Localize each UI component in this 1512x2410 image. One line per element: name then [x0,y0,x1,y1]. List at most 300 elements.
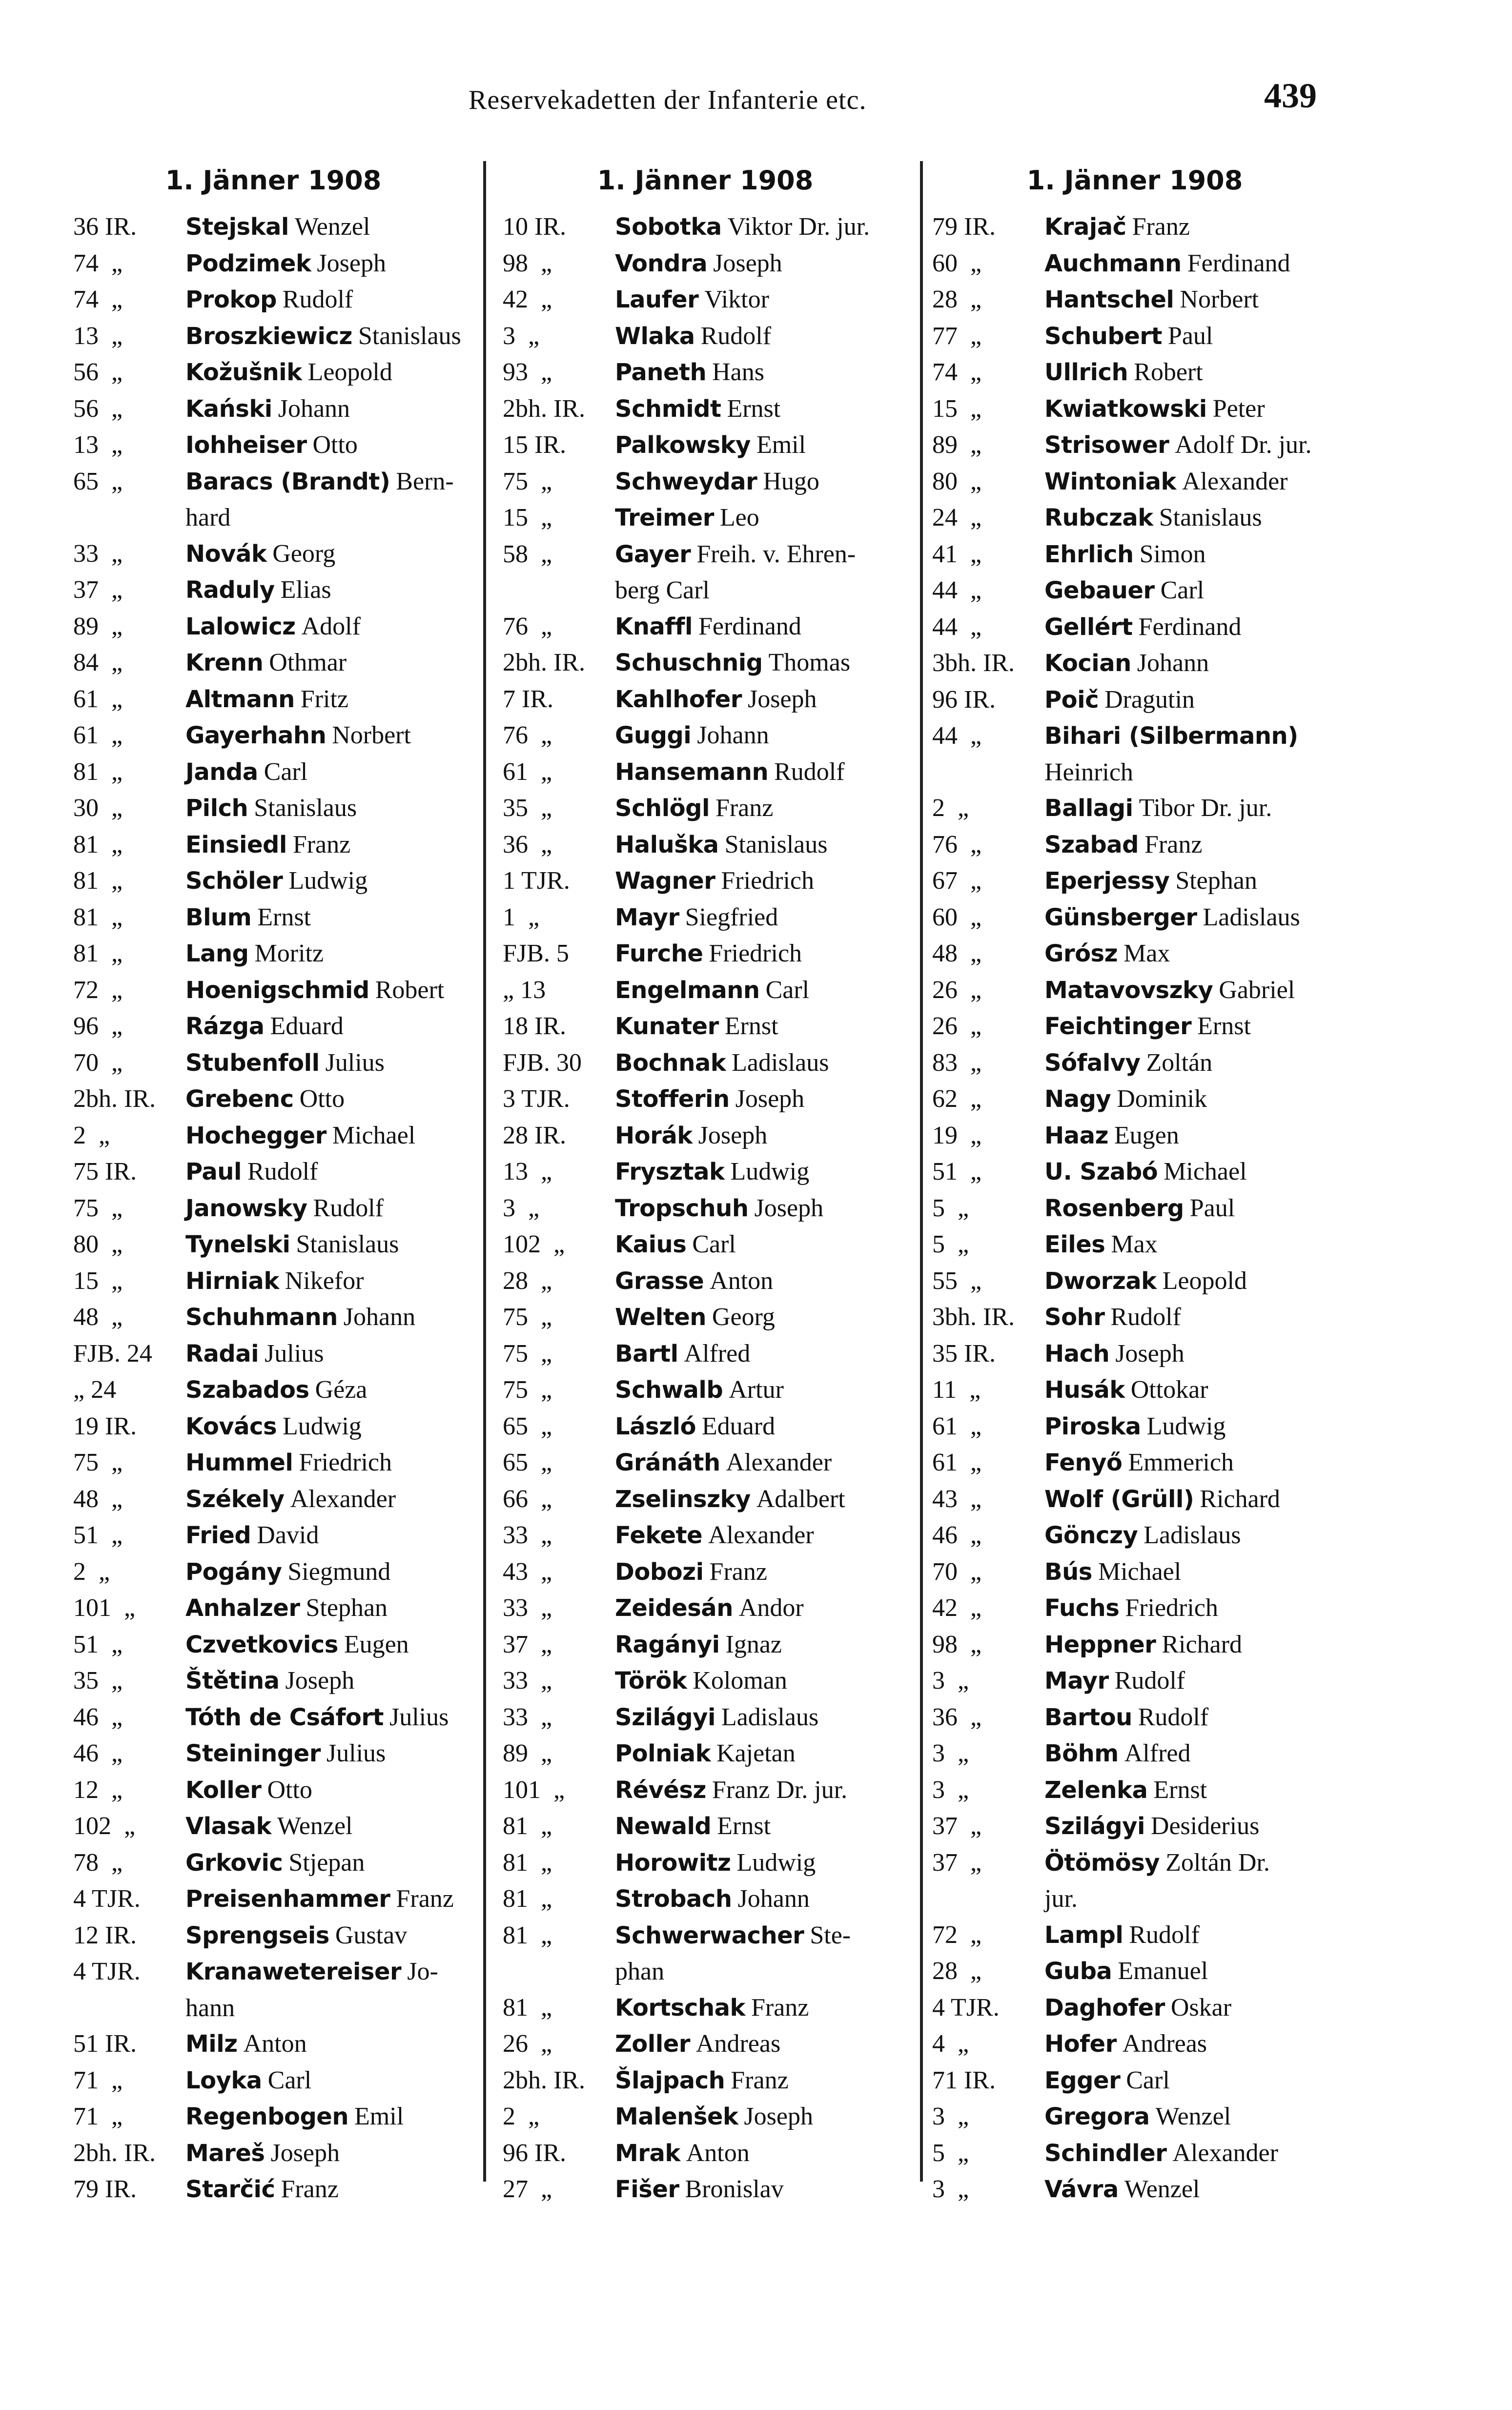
entry-unit: 75 „ [503,1339,552,1368]
entry-row [932,1772,1337,1809]
entry-given-name: Johann [697,721,769,749]
entry-name [185,1118,473,1154]
entry-given-name: Rudolf [1129,1920,1200,1949]
entry-unit: FJB. 5 [503,939,569,967]
entry-given-name: Ludwig [288,867,368,895]
entry-row [932,645,1337,682]
entry-name [1044,1154,1337,1190]
entry-name [1044,1517,1337,1554]
entry-row [503,717,908,754]
entry-surname: Krenn [185,649,264,676]
entry-row [503,245,908,282]
entry-unit: 101 „ [73,1594,136,1622]
entry-surname: Paul [185,1158,242,1185]
entry-name [185,391,473,428]
entry-unit: 44 „ [932,576,982,604]
entry-given-name: Carl [267,2066,312,2094]
entry-name [1044,1481,1337,1518]
entry-surname: Husák [1044,1376,1125,1404]
entry-name [185,2026,473,2063]
entry-given-name: Ottokar [1130,1376,1208,1404]
entry-name [615,972,908,1009]
entry-row [932,1663,1337,1699]
entry-given-name: Othmar [269,649,347,676]
entry-name [615,1663,908,1699]
entry-surname: Broszkiewicz [185,322,352,350]
entry-row [73,1008,473,1045]
entry-row [73,391,473,428]
entry-row [932,572,1337,609]
entry-row [503,1226,908,1263]
entry-surname: Székely [185,1485,285,1513]
entry-row [932,1627,1337,1663]
entry-given-name: Ludwig [730,1158,810,1185]
entry-unit: 3 „ [932,1739,969,1767]
entry-name [1044,645,1337,682]
entry-surname: Schlögl [615,795,710,822]
entry-given-name: Rudolf [1114,1667,1185,1695]
entry-given-name: Siegfried [685,903,778,931]
entry-surname: Wlaka [615,322,695,350]
entry-name [1044,572,1337,609]
entry-given-name: Ladislaus [1203,903,1300,931]
column-divider [920,161,923,2182]
entry-given-name: Ferdinand [1187,249,1290,277]
entry-surname: Novák [185,540,267,568]
entry-unit: 83 „ [932,1048,982,1077]
entry-name [615,2063,908,2099]
entry-unit: 75 „ [503,1303,552,1331]
entry-row [73,2171,473,2208]
entry-surname: Ragányi [615,1631,720,1658]
entry-surname: Kocian [1044,650,1131,677]
entry-name [615,2099,908,2135]
entry-surname: Dobozi [615,1558,704,1586]
entry-surname: Furche [615,940,703,967]
entry-unit: 36 „ [932,1703,982,1731]
entry-surname: Blum [185,903,252,931]
entry-name [185,1226,473,1263]
entry-surname: Bartl [615,1340,678,1368]
entry-surname: Vondra [615,249,708,277]
entry-given-name: Michael [332,1121,416,1149]
entry-given-name: Carl [264,757,308,786]
entry-name [1044,609,1337,646]
entry-name [185,1736,473,1772]
entry-surname: Strisower [1044,431,1169,459]
entry-unit: 5 „ [932,1194,969,1222]
entry-surname: Wintoniak [1044,468,1176,495]
entry-name [1044,391,1337,428]
entry-name [1044,209,1337,245]
entry-given-name: Franz [751,1993,809,2022]
entry-unit: 13 „ [73,431,123,459]
entry-surname: Newald [615,1813,712,1840]
entry-row [932,1081,1337,1118]
entry-unit: 96 IR. [503,2139,566,2167]
entry-surname: Kahlhofer [615,685,742,713]
entry-unit: 2 „ [503,2103,540,2130]
entry-given-name: Stjepan [288,1848,365,1877]
entry-surname: Schuschnig [615,649,763,676]
entry-given-name: Max [1124,939,1170,967]
entry-name [185,1554,473,1591]
entry-name [615,609,908,645]
entry-given-name: Joseph [698,1121,768,1149]
entry-row [932,209,1337,245]
entry-name [185,1372,473,1409]
entry-name [615,899,908,936]
entry-row [503,1554,908,1591]
entry-row [73,2099,473,2135]
entry-given-name: Artur [729,1376,784,1404]
entry-unit: 61 „ [932,1412,982,1440]
entry-surname: Zoller [615,2030,690,2058]
entry-surname: Podzimek [185,249,311,277]
entry-continuation: hard [185,504,231,531]
entry-surname: Hofer [1044,2030,1117,2058]
entry-name [185,2171,473,2208]
entry-unit: 61 „ [932,1449,982,1476]
entry-given-name: Leopold [307,358,392,386]
entry-name [615,790,908,827]
entry-name [185,609,473,645]
entry-name [615,2135,908,2172]
entry-unit: 28 IR. [503,1121,566,1149]
entry-surname: Kwiatkowski [1044,395,1207,423]
entry-row [73,863,473,899]
entry-given-name: Jo- [407,1958,438,1985]
entry-unit: 96 „ [73,1012,123,1040]
entry-surname: Bochnak [615,1049,726,1077]
entry-name [615,391,908,428]
entry-given-name: Julius [326,1739,386,1767]
entry-given-name: Wenzel [1124,2175,1200,2203]
entry-name [615,1590,908,1627]
entry-surname: Grkovic [185,1849,283,1877]
entry-name [615,354,908,391]
entry-unit: 28 „ [932,286,982,313]
entry-given-name: Alexander [726,1449,832,1476]
entry-unit: 81 „ [73,867,123,895]
entry-given-name: Bronislav [685,2175,784,2203]
entry-name [185,899,473,936]
entry-unit: 26 „ [503,2030,552,2058]
entry-row [932,1154,1337,1190]
entry-surname: Mrak [615,2139,680,2167]
entry-unit: 84 „ [73,649,123,676]
entry-unit: 13 „ [503,1158,552,1185]
entry-surname: Krajač [1044,213,1126,241]
entry-name [185,645,473,681]
entry-unit: 2 „ [73,1557,110,1586]
entry-unit: 11 „ [932,1376,981,1404]
entry-name [615,1336,908,1372]
entry-name [185,1445,473,1481]
entry-given-name: Joseph [713,249,782,277]
entry-name [1044,1808,1337,1845]
entry-surname: Mareš [185,2139,265,2167]
entry-name [1044,899,1337,936]
entry-name [1044,972,1337,1009]
entry-given-name: Franz [281,2175,339,2203]
entry-row [932,718,1337,755]
column-heading: 1. Jänner 1908 [165,165,382,196]
entry-row [73,464,473,500]
entry-surname: Vávra [1044,2176,1119,2203]
entry-row [73,1481,473,1518]
entry-row [73,1954,473,1990]
entry-name [615,536,908,573]
entry-surname: Szabados [185,1376,309,1404]
entry-name [185,354,473,391]
entry-row [73,2026,473,2063]
entry-given-name: Dragutin [1104,685,1195,714]
entry-unit: 65 „ [73,467,123,495]
entry-surname: Poič [1044,686,1099,714]
entry-name [1044,790,1337,827]
entry-name [615,863,908,899]
entry-surname: Grasse [615,1267,704,1295]
entry-name [615,1118,908,1154]
entry-unit: 72 „ [932,1920,982,1949]
entry-unit: 33 „ [73,539,123,568]
entry-surname: Polniak [615,1740,711,1767]
entry-unit: 81 „ [73,757,123,786]
entry-surname: Bartou [1044,1703,1132,1731]
entry-surname: Loyka [185,2066,262,2094]
entry-given-name: Stanislaus [358,322,461,350]
entry-unit: 36 „ [503,830,552,858]
entry-row [73,936,473,972]
entry-unit: 37 „ [73,576,123,604]
entry-continuation: jur. [1044,1885,1078,1913]
entry-surname: Révész [615,1776,706,1804]
entry-given-name: Leopold [1162,1266,1247,1295]
entry-name [185,972,473,1009]
entry-given-name: Georg [272,539,336,568]
entry-surname: Horák [615,1122,693,1149]
entry-given-name: Joseph [285,1667,355,1695]
entry-unit: 75 „ [73,1194,123,1222]
entry-row [503,500,908,536]
entry-row [932,827,1337,863]
entry-name [1044,1917,1337,1954]
entry-name [185,1699,473,1736]
entry-surname: Palkowsky [615,431,751,459]
entry-surname: Matavovszky [1044,976,1213,1004]
entry-row [503,1190,908,1227]
entry-surname: Strobach [615,1885,732,1913]
entry-given-name: Alfred [684,1339,751,1368]
entry-surname: Tropschuh [615,1194,749,1222]
entry-given-name: Nikefor [285,1266,364,1295]
entry-row [932,500,1337,536]
entry-name [615,1226,908,1263]
entry-surname: Böhm [1044,1740,1119,1767]
entry-unit: 44 „ [932,613,982,641]
entry-unit: 33 „ [503,1594,552,1622]
entry-name [615,2171,908,2208]
entry-row [503,1118,908,1154]
entry-row [503,1081,908,1118]
entry-unit: 74 „ [932,358,982,386]
entry-given-name: Michael [1164,1158,1247,1185]
entry-given-name: Simon [1139,540,1206,568]
entry-row [932,1481,1337,1518]
entry-row [73,209,473,245]
entry-unit: 43 „ [503,1557,552,1586]
entry-row [932,354,1337,391]
entry-name [185,427,473,464]
entry-row [503,645,908,681]
entry-unit: 4 TJR. [932,1993,1000,2022]
entry-surname: Guba [1044,1958,1112,1985]
entry-given-name: Ferdinand [698,612,801,640]
entry-row [503,318,908,355]
entry-given-name: Stephan [1175,867,1257,895]
entry-surname: Schubert [1044,322,1162,350]
entry-unit: 42 „ [932,1594,982,1622]
entry-unit: „ 24 [73,1376,117,1404]
entry-surname: Bús [1044,1558,1092,1586]
entry-row [932,282,1337,318]
entry-name [1044,282,1337,318]
entry-unit: 2bh. IR. [503,649,585,676]
entry-unit: 15 IR. [503,431,566,459]
entry-name [1044,1590,1337,1627]
entry-name [185,1772,473,1809]
entry-unit: 4 „ [932,2030,969,2058]
entry-unit: 48 „ [932,939,982,967]
entry-name [1044,1627,1337,1663]
entry-given-name: Alexander [708,1521,814,1549]
entry-unit: 79 IR. [932,213,996,241]
entry-surname: Gayerhahn [185,722,327,749]
entry-surname: Fried [185,1522,251,1549]
entry-row [73,972,473,1009]
entry-row [932,1299,1337,1336]
entry-unit: 75 „ [503,467,552,495]
entry-row [932,318,1337,355]
entry-surname: Rosenberg [1044,1194,1184,1222]
entry-given-name: Emanuel [1118,1957,1208,1985]
entry-row [932,863,1337,899]
entry-row [73,1409,473,1445]
entry-unit: 35 IR. [932,1339,996,1368]
entry-row [73,790,473,827]
entry-given-name: Paul [1189,1194,1235,1222]
entry-name [185,2063,473,2099]
entry-surname: Hirniak [185,1267,279,1295]
entry-given-name: Joseph [735,1085,805,1113]
entry-unit: 71 IR. [932,2066,996,2094]
entry-name [185,717,473,754]
entry-row [932,1953,1337,1990]
entry-surname: Haluška [615,831,719,858]
entry-surname: Fuchs [1044,1594,1120,1622]
entry-name [185,1008,473,1045]
entry-row [932,2063,1337,2099]
entry-surname: Knaffl [615,613,693,640]
entry-surname: Mayr [1044,1667,1109,1695]
entry-name [185,1808,473,1845]
entry-name [185,2135,473,2172]
entry-row [932,1917,1337,1954]
entry-name [1044,718,1337,755]
entry-name [1044,1845,1337,1881]
entry-row [503,972,908,1009]
entry-unit: 89 „ [73,612,123,640]
entry-surname: Preisenhammer [185,1885,390,1913]
entry-unit: 76 „ [932,830,982,858]
entry-surname: Grósz [1044,940,1118,967]
entry-given-name: Otto [267,1776,312,1804]
entry-surname: Dworzak [1044,1267,1157,1295]
entry-row [73,245,473,282]
entry-given-name: Emmerich [1128,1449,1234,1476]
entry-row [932,1263,1337,1300]
entry-unit: 56 „ [73,394,123,423]
entry-given-name: Carl [1160,576,1205,604]
entry-surname: Auchmann [1044,249,1182,277]
entry-unit: 35 „ [73,1667,123,1695]
entry-unit: 5 „ [932,1230,969,1258]
entry-unit: 15 „ [73,1266,123,1295]
entry-given-name: Zoltán Dr. [1165,1848,1270,1877]
entry-row [503,827,908,863]
entry-unit: 19 IR. [73,1412,137,1440]
entry-surname: Czvetkovics [185,1631,338,1658]
entry-row [73,1299,473,1336]
entry-unit: 81 „ [503,1921,552,1949]
entry-unit: 48 „ [73,1485,123,1513]
entry-given-name: Johann [1137,649,1209,677]
entry-surname: Steininger [185,1740,321,1767]
entry-given-name: Johann [737,1885,810,1913]
entry-row [503,1736,908,1772]
entry-given-name: Franz [715,794,774,822]
entry-unit: 71 „ [73,2103,123,2130]
entry-row [73,1118,473,1154]
entry-given-name: Franz [731,2066,789,2094]
entry-unit: 76 „ [503,612,552,640]
entry-given-name: Franz [1144,830,1203,858]
entry-row [932,391,1337,428]
entry-row [503,1772,908,1809]
column-1 [73,161,473,2260]
entry-name [185,1045,473,1082]
entry-row [503,1336,908,1372]
entry-given-name: Leo [719,504,759,531]
entry-row [73,1190,473,1227]
entry-row [932,464,1337,500]
entry-name [1044,500,1337,536]
entry-given-name: Ernst [724,1012,778,1040]
entry-row [932,790,1337,827]
column-heading: 1. Jänner 1908 [1026,165,1243,196]
entry-surname: Schmidt [615,395,721,423]
entry-row [73,1808,473,1845]
entry-row [932,1590,1337,1627]
entry-continuation: hann [185,1994,235,2022]
entry-name [1044,1081,1337,1118]
entry-name [1044,1736,1337,1772]
entry-row [932,1336,1337,1372]
entry-unit: 76 „ [503,721,552,749]
entry-row [503,1918,908,1954]
entry-surname: Ötömösy [1044,1849,1160,1877]
